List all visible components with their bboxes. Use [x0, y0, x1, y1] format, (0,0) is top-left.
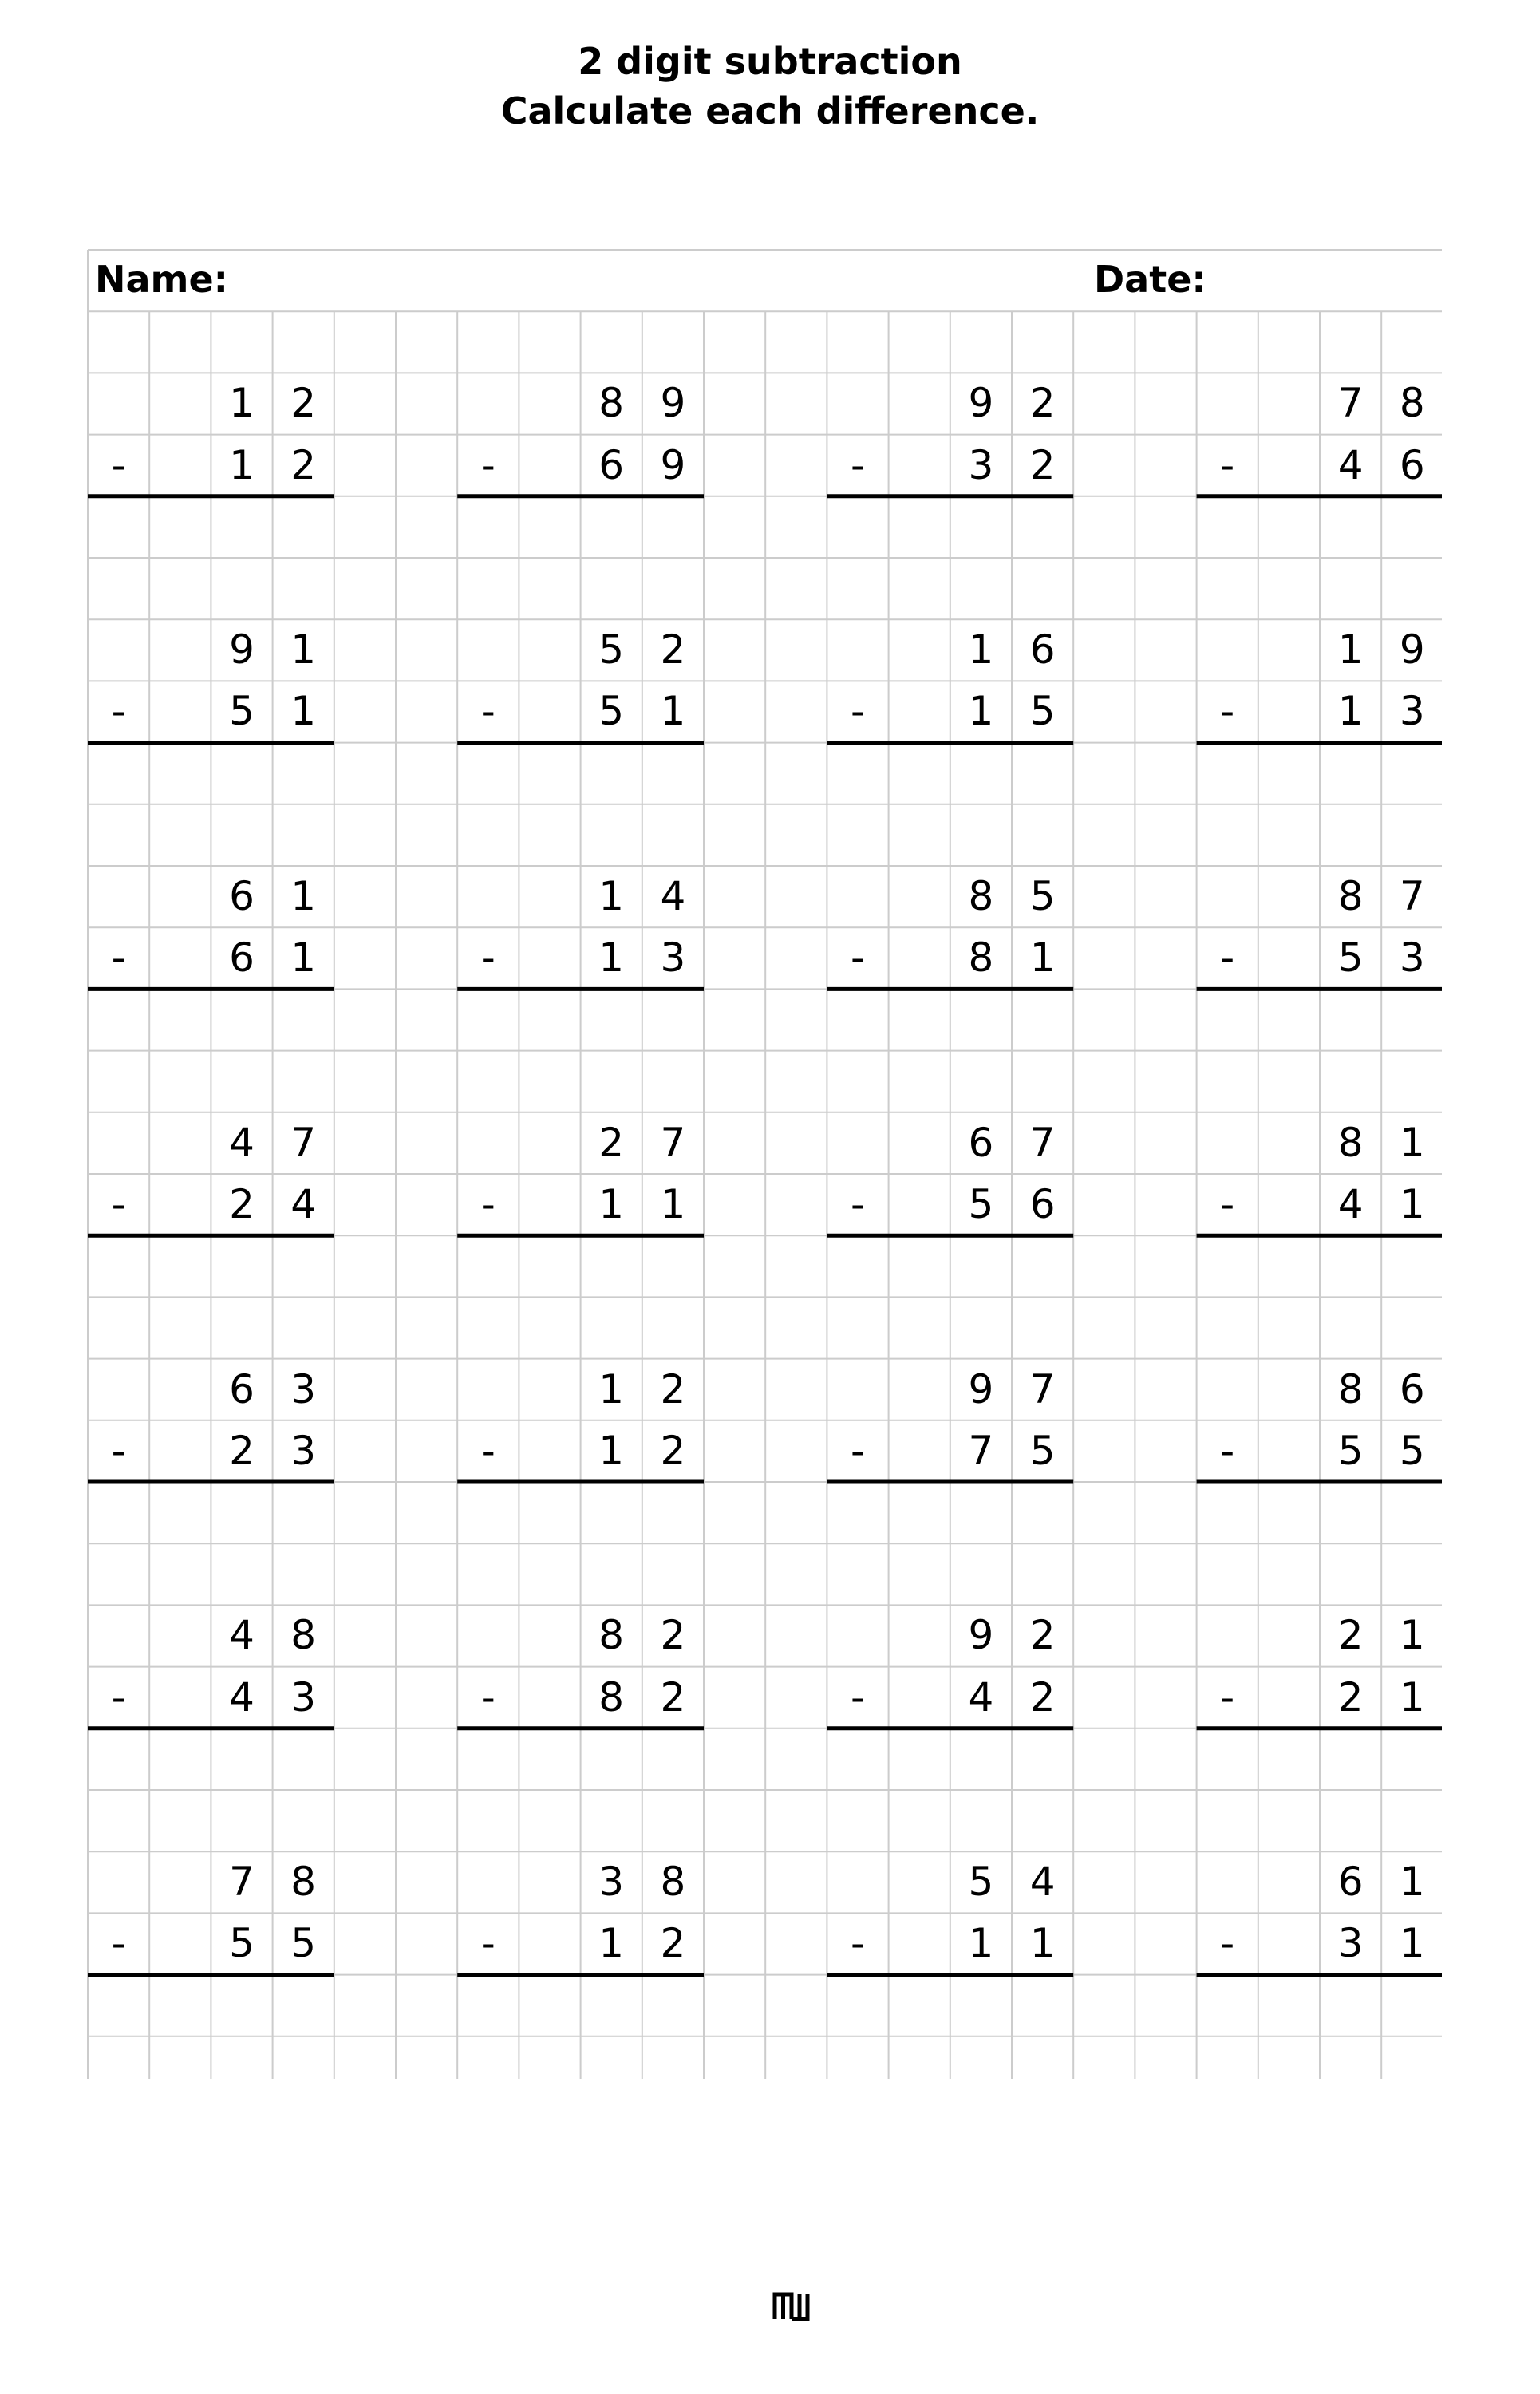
minus-sign: -	[850, 1181, 865, 1227]
worksheet-instructions: Calculate each difference.	[500, 89, 1040, 132]
minuend-ones-digit: 1	[290, 873, 317, 919]
worksheet-title: 2 digit subtraction	[578, 40, 962, 83]
subtrahend-ones-digit: 5	[1399, 1427, 1425, 1474]
minuend-tens-digit: 7	[229, 1859, 255, 1906]
minuend-tens-digit: 8	[968, 873, 994, 919]
subtrahend-ones-digit: 3	[290, 1673, 317, 1720]
subtrahend-ones-digit: 2	[1029, 1673, 1056, 1720]
minuend-ones-digit: 8	[1399, 380, 1425, 427]
minuend-tens-digit: 9	[968, 1612, 994, 1659]
minuend-tens-digit: 6	[968, 1119, 994, 1166]
subtrahend-ones-digit: 1	[1399, 1181, 1425, 1227]
subtrahend-tens-digit: 5	[1337, 934, 1364, 982]
minuend-ones-digit: 7	[1029, 1119, 1056, 1166]
subtrahend-tens-digit: 4	[968, 1673, 994, 1720]
minus-sign: -	[111, 934, 126, 982]
minuend-tens-digit: 6	[229, 873, 255, 919]
subtrahend-ones-digit: 1	[1399, 1673, 1425, 1720]
subtrahend-tens-digit: 3	[1337, 1920, 1364, 1967]
minus-sign: -	[111, 1427, 126, 1474]
subtrahend-ones-digit: 2	[660, 1920, 686, 1967]
minuend-ones-digit: 8	[290, 1612, 317, 1659]
minus-sign: -	[850, 688, 865, 735]
worksheet-header	[0, 37, 1540, 136]
subtrahend-tens-digit: 8	[968, 934, 994, 982]
minus-sign: -	[480, 688, 496, 735]
subtrahend-tens-digit: 2	[229, 1181, 255, 1227]
minus-sign: -	[850, 441, 865, 488]
subtrahend-ones-digit: 4	[290, 1181, 317, 1227]
minuend-tens-digit: 8	[1337, 1119, 1364, 1166]
minus-sign: -	[850, 934, 865, 982]
minuend-tens-digit: 4	[229, 1119, 255, 1166]
minuend-tens-digit: 6	[229, 1365, 255, 1412]
minuend-tens-digit: 5	[968, 1859, 994, 1906]
subtrahend-tens-digit: 5	[1337, 1427, 1364, 1474]
minuend-ones-digit: 3	[290, 1365, 317, 1412]
subtrahend-ones-digit: 5	[1029, 688, 1056, 735]
minus-sign: -	[1220, 1920, 1235, 1967]
minuend-tens-digit: 8	[1337, 1365, 1364, 1412]
minus-sign: -	[1220, 934, 1235, 982]
subtrahend-tens-digit: 4	[1337, 1181, 1364, 1227]
minuend-ones-digit: 1	[1399, 1119, 1425, 1166]
minus-sign: -	[850, 1673, 865, 1720]
minus-sign: -	[111, 688, 126, 735]
subtrahend-tens-digit: 5	[229, 1920, 255, 1967]
subtrahend-tens-digit: 1	[968, 1920, 994, 1967]
subtrahend-tens-digit: 1	[1337, 688, 1364, 735]
subtrahend-tens-digit: 2	[1337, 1673, 1364, 1720]
minuend-ones-digit: 5	[1029, 873, 1056, 919]
minuend-tens-digit: 1	[1337, 626, 1364, 674]
minuend-ones-digit: 2	[660, 1612, 686, 1659]
minuend-tens-digit: 1	[598, 1365, 625, 1412]
subtrahend-ones-digit: 5	[290, 1920, 317, 1967]
subtrahend-tens-digit: 1	[229, 441, 255, 488]
minuend-tens-digit: 6	[1337, 1859, 1364, 1906]
subtrahend-tens-digit: 5	[229, 688, 255, 735]
minus-sign: -	[1220, 1181, 1235, 1227]
worksheet-grid	[87, 249, 1442, 2079]
minuend-ones-digit: 8	[290, 1859, 317, 1906]
date-label: Date:	[1094, 258, 1206, 301]
minus-sign: -	[850, 1920, 865, 1967]
subtrahend-tens-digit: 4	[229, 1673, 255, 1720]
subtrahend-ones-digit: 1	[1029, 934, 1056, 982]
minus-sign: -	[111, 1920, 126, 1967]
subtrahend-ones-digit: 3	[290, 1427, 317, 1474]
minuend-tens-digit: 1	[598, 873, 625, 919]
minuend-ones-digit: 4	[1029, 1859, 1056, 1906]
minus-sign: -	[1220, 1673, 1235, 1720]
subtrahend-ones-digit: 2	[660, 1427, 686, 1474]
minuend-ones-digit: 7	[1399, 873, 1425, 919]
subtrahend-tens-digit: 8	[598, 1673, 625, 1720]
subtrahend-ones-digit: 1	[1029, 1920, 1056, 1967]
minuend-ones-digit: 1	[1399, 1612, 1425, 1659]
minuend-tens-digit: 8	[598, 380, 625, 427]
subtrahend-ones-digit: 9	[660, 441, 686, 488]
minus-sign: -	[480, 1920, 496, 1967]
subtrahend-ones-digit: 6	[1399, 441, 1425, 488]
subtrahend-tens-digit: 1	[598, 1920, 625, 1967]
subtrahend-ones-digit: 2	[290, 441, 317, 488]
minus-sign: -	[480, 1427, 496, 1474]
minuend-ones-digit: 6	[1399, 1365, 1425, 1412]
minuend-tens-digit: 5	[598, 626, 625, 674]
minuend-ones-digit: 7	[660, 1119, 686, 1166]
minuend-ones-digit: 8	[660, 1859, 686, 1906]
subtrahend-tens-digit: 1	[598, 1181, 625, 1227]
name-label: Name:	[95, 258, 229, 301]
minuend-ones-digit: 7	[1029, 1365, 1056, 1412]
subtrahend-tens-digit: 1	[598, 934, 625, 982]
minuend-tens-digit: 8	[598, 1612, 625, 1659]
subtrahend-ones-digit: 6	[1029, 1181, 1056, 1227]
subtrahend-ones-digit: 3	[660, 934, 686, 982]
subtrahend-ones-digit: 1	[290, 688, 317, 735]
minus-sign: -	[480, 934, 496, 982]
minus-sign: -	[111, 1181, 126, 1227]
minuend-tens-digit: 9	[968, 380, 994, 427]
minuend-ones-digit: 1	[1399, 1859, 1425, 1906]
subtrahend-tens-digit: 2	[229, 1427, 255, 1474]
subtrahend-ones-digit: 5	[1029, 1427, 1056, 1474]
minuend-tens-digit: 4	[229, 1612, 255, 1659]
subtrahend-ones-digit: 3	[1399, 934, 1425, 982]
minus-sign: -	[480, 1181, 496, 1227]
minus-sign: -	[480, 1673, 496, 1720]
minus-sign: -	[1220, 1427, 1235, 1474]
subtrahend-ones-digit: 1	[1399, 1920, 1425, 1967]
minuend-ones-digit: 1	[290, 626, 317, 674]
minuend-ones-digit: 9	[660, 380, 686, 427]
minuend-ones-digit: 2	[1029, 380, 1056, 427]
minuend-ones-digit: 2	[1029, 1612, 1056, 1659]
minuend-tens-digit: 2	[1337, 1612, 1364, 1659]
subtrahend-ones-digit: 2	[660, 1673, 686, 1720]
minuend-tens-digit: 1	[968, 626, 994, 674]
minuend-tens-digit: 1	[229, 380, 255, 427]
minuend-tens-digit: 7	[1337, 380, 1364, 427]
minuend-ones-digit: 7	[290, 1119, 317, 1166]
subtrahend-ones-digit: 1	[290, 934, 317, 982]
subtrahend-tens-digit: 6	[229, 934, 255, 982]
subtrahend-tens-digit: 5	[968, 1181, 994, 1227]
subtrahend-ones-digit: 1	[660, 1181, 686, 1227]
subtrahend-ones-digit: 2	[1029, 441, 1056, 488]
minuend-ones-digit: 2	[660, 626, 686, 674]
minus-sign: -	[850, 1427, 865, 1474]
minus-sign: -	[111, 1673, 126, 1720]
minuend-ones-digit: 6	[1029, 626, 1056, 674]
minuend-tens-digit: 2	[598, 1119, 625, 1166]
minus-sign: -	[1220, 688, 1235, 735]
subtrahend-tens-digit: 4	[1337, 441, 1364, 488]
subtrahend-tens-digit: 3	[968, 441, 994, 488]
subtrahend-ones-digit: 1	[660, 688, 686, 735]
minuend-tens-digit: 9	[968, 1365, 994, 1412]
subtrahend-tens-digit: 1	[598, 1427, 625, 1474]
minuend-ones-digit: 4	[660, 873, 686, 919]
minus-sign: -	[480, 441, 496, 488]
minus-sign: -	[111, 441, 126, 488]
subtrahend-tens-digit: 7	[968, 1427, 994, 1474]
minuend-ones-digit: 2	[290, 380, 317, 427]
minuend-tens-digit: 8	[1337, 873, 1364, 919]
subtrahend-ones-digit: 3	[1399, 688, 1425, 735]
subtrahend-tens-digit: 1	[968, 688, 994, 735]
subtrahend-tens-digit: 5	[598, 688, 625, 735]
minus-sign: -	[1220, 441, 1235, 488]
minuend-tens-digit: 3	[598, 1859, 625, 1906]
minuend-ones-digit: 9	[1399, 626, 1425, 674]
minuend-ones-digit: 2	[660, 1365, 686, 1412]
minuend-tens-digit: 9	[229, 626, 255, 674]
subtrahend-tens-digit: 6	[598, 441, 625, 488]
worksheet-logo-icon	[772, 2291, 811, 2321]
